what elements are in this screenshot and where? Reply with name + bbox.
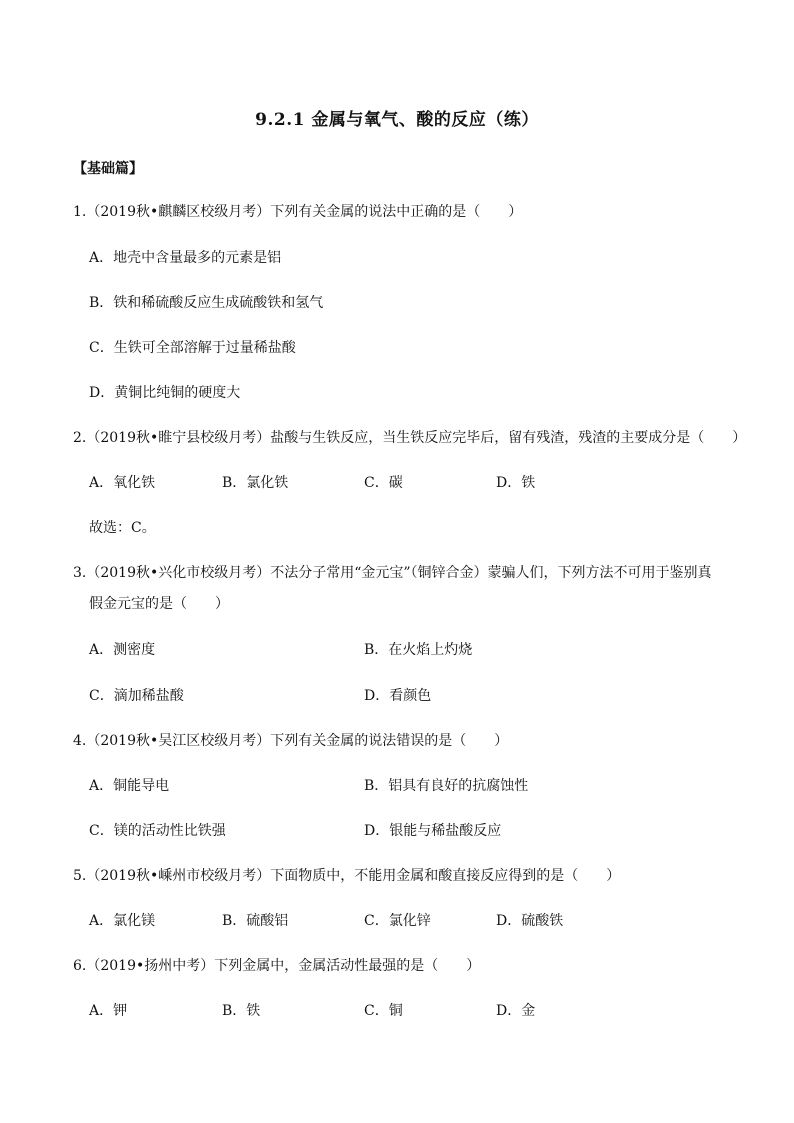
document-title: 9.2.1 金属与氧气、酸的反应（练） (255, 110, 539, 130)
section-heading: 【基础篇】 (73, 161, 143, 177)
question-5-option-b: B．硫酸铝 (222, 913, 289, 929)
question-6-option-a: A．钾 (89, 1003, 128, 1019)
question-1-option-d: D．黄铜比纯铜的硬度大 (89, 385, 241, 401)
question-4-option-a: A．铜能导电 (89, 778, 170, 794)
question-3-option-d: D．看颜色 (364, 688, 432, 704)
question-5-option-c: C．氯化锌 (364, 913, 431, 929)
question-5-option-a: A．氯化镁 (89, 913, 156, 929)
question-3-option-c: C．滴加稀盐酸 (89, 688, 184, 704)
question-3-option-a: A．测密度 (89, 642, 156, 658)
question-6-option-d: D．金 (496, 1003, 536, 1019)
question-2-option-b: B．氯化铁 (222, 475, 289, 491)
question-1-option-c: C．生铁可全部溶解于过量稀盐酸 (89, 340, 296, 356)
question-4-option-b: B．铝具有良好的抗腐蚀性 (364, 778, 529, 794)
question-5-stem: 5.（2019秋•嵊州市校级月考）下面物质中，不能用金属和酸直接反应得到的是（ ） (73, 868, 621, 884)
question-2-option-d: D．铁 (496, 475, 536, 491)
question-4-stem: 4.（2019秋•吴江区校级月考）下列有关金属的说法错误的是（ ） (73, 733, 509, 749)
question-1-option-b: B．铁和稀硫酸反应生成硫酸铁和氢气 (89, 295, 324, 311)
question-6-option-b: B．铁 (222, 1003, 261, 1019)
question-2-stem: 2.（2019秋•睢宁县校级月考）盐酸与生铁反应，当生铁反应完毕后，留有残渣，残渣的主要成分是（ ） (73, 430, 747, 446)
question-5-option-d: D．硫酸铁 (496, 913, 564, 929)
question-1-option-a: A．地壳中含量最多的元素是铝 (89, 250, 282, 266)
question-2-answer-note: 故选：C。 (89, 520, 156, 536)
question-4-option-c: C．镁的活动性比铁强 (89, 823, 226, 839)
question-2-option-a: A．氧化铁 (89, 475, 156, 491)
question-3-option-b: B．在火焰上灼烧 (364, 642, 473, 658)
question-6-option-c: C．铜 (364, 1003, 403, 1019)
question-3-stem: 3.（2019秋•兴化市校级月考）不法分子常用“金元宝”（铜锌合金）蒙骗人们，下列方法不可用于鉴别真 (73, 565, 712, 581)
question-2-option-c: C．碳 (364, 475, 403, 491)
question-6-stem: 6.（2019•扬州中考）下列金属中，金属活动性最强的是（ ） (73, 958, 481, 974)
question-3-stem-continued: 假金元宝的是（ ） (89, 596, 229, 612)
question-4-option-d: D．银能与稀盐酸反应 (364, 823, 502, 839)
question-1-stem: 1.（2019秋•麒麟区校级月考）下列有关金属的说法中正确的是（ ） (73, 204, 523, 220)
